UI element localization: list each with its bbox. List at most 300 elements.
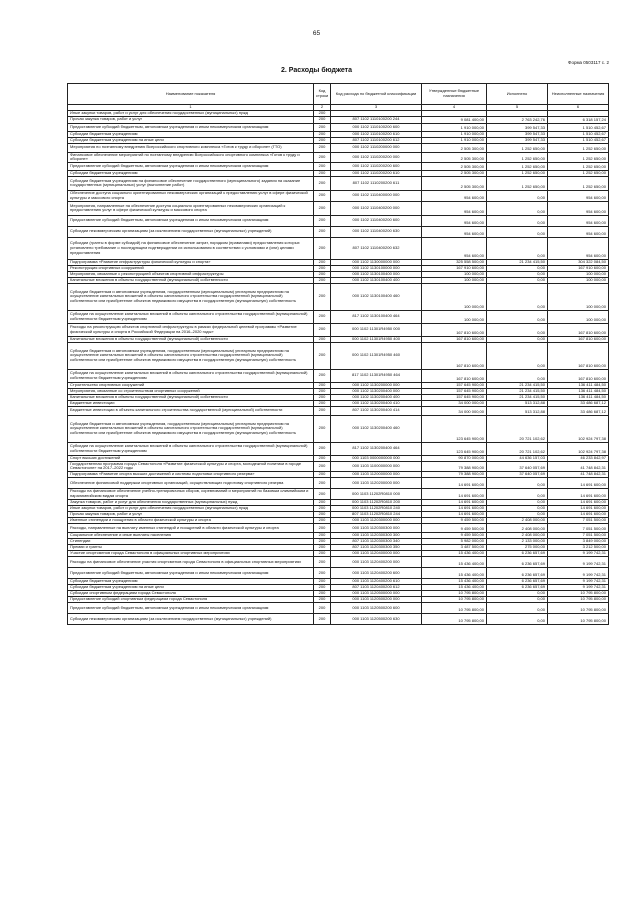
indicator-name-cell: Субсидии спортивным федерациям города Севастополя xyxy=(68,590,314,596)
header-row xyxy=(68,84,609,105)
approved-amount-cell: 100 000,00 xyxy=(422,271,487,277)
line-code-cell: 200 xyxy=(314,162,331,170)
executed-amount-cell: 0,00 xyxy=(487,277,548,283)
line-code-cell: 200 xyxy=(314,532,331,538)
classification-code-cell: 000 1103 1120400000 000 xyxy=(331,550,422,556)
line-code-cell: 200 xyxy=(314,111,331,117)
indicator-name-cell: Подпрограмма «Развитие спорта высших достижений и системы подготовки спортивного резерва» xyxy=(68,471,314,477)
indicator-name-cell: Расходы на реконструкцию объектов спортивной инфраструктуры в рамках федеральной целевой программы «Развитие физической культуры и спорта в Российской Федерации на 2016–2020 годы» xyxy=(68,323,314,336)
line-code-cell: 200 xyxy=(314,517,331,523)
approved-amount-cell: 90 870 000,00 xyxy=(422,455,487,461)
line-code-cell: 200 xyxy=(314,336,331,342)
executed-amount-cell: 0,00 xyxy=(487,596,548,602)
table-row xyxy=(68,415,609,442)
indicator-name-cell: Обеспечение доступа социально ориентированных некоммерческих организаций к предоставлению услуг в сфере физической культуры и массового спорта xyxy=(68,190,314,201)
classification-code-cell: 807 1103 11202R0810 244 xyxy=(331,511,422,517)
unexecuted-amount-cell: 954 600,00 xyxy=(548,226,609,237)
unexecuted-amount-cell: 167 810 600,00 xyxy=(548,336,609,342)
header-unexecuted: Неисполненные назначения xyxy=(548,84,609,105)
unexecuted-amount-cell: 167 910 600,00 xyxy=(548,265,609,271)
classification-code-cell: 000 1102 1110200200 000 xyxy=(331,152,422,162)
indicator-name-cell: Бюджетные инвестиции xyxy=(68,400,314,406)
indicator-name-cell: Субсидии бюджетным учреждениям xyxy=(68,131,314,137)
line-code-cell: 200 xyxy=(314,584,331,590)
approved-amount-cell: 2 505 300,00 xyxy=(422,152,487,162)
executed-amount-cell: 21 234 415,50 xyxy=(487,382,548,388)
indicator-name-cell: Закупка товаров, работ и услуг для обеспечения государственных (муниципальных) нужд xyxy=(68,499,314,505)
line-code-cell: 200 xyxy=(314,215,331,226)
approved-amount-cell: 15 436 400,00 xyxy=(422,556,487,567)
executed-amount-cell: 6 236 657,69 xyxy=(487,567,548,578)
unexecuted-amount-cell: 954 600,00 xyxy=(548,201,609,215)
table-row xyxy=(68,613,609,624)
executed-amount-cell: 0,00 xyxy=(487,226,548,237)
classification-code-cell: 000 1102 1130200400 000 xyxy=(331,388,422,394)
approved-amount-cell: 2 505 300,00 xyxy=(422,176,487,190)
indicator-name-cell: Субсидии на осуществление капитальных вложений в объекты капитального строительства государственной (муниципальной) собственности бюджетным учреждениям xyxy=(68,310,314,323)
indicator-name-cell: Капитальные вложения в объекты государственной (муниципальной) собственности xyxy=(68,277,314,283)
line-code-cell: 200 xyxy=(314,499,331,505)
unexecuted-amount-cell: 102 924 797,38 xyxy=(548,442,609,455)
line-code-cell: 200 xyxy=(314,406,331,415)
approved-amount-cell: 100 000,00 xyxy=(422,283,487,310)
approved-amount-cell: 14 691 600,00 xyxy=(422,488,487,499)
classification-code-cell: 000 1102 1130100400 400 xyxy=(331,277,422,283)
indicator-name-cell: Предоставление субсидий спортивным федерациям города Севастополя xyxy=(68,596,314,602)
table-row xyxy=(68,310,609,323)
indicator-name-cell: Субсидии бюджетным учреждениям xyxy=(68,578,314,584)
executed-amount-cell: 6 236 657,69 xyxy=(487,584,548,590)
indicator-name-cell: Участие спортсменов города Севастополя в официальных спортивных мероприятиях xyxy=(68,550,314,556)
table-row xyxy=(68,323,609,336)
line-code-cell: 200 xyxy=(314,471,331,477)
unexecuted-amount-cell: 136 411 484,50 xyxy=(548,388,609,394)
approved-amount-cell: 954 600,00 xyxy=(422,190,487,201)
executed-amount-cell: 20 721 102,62 xyxy=(487,415,548,442)
executed-amount-cell: 399 547,33 xyxy=(487,123,548,131)
line-code-cell: 200 xyxy=(314,116,331,123)
indicator-name-cell: Именные стипендии и поощрения в области физической культуры и спорта xyxy=(68,517,314,523)
line-code-cell: 200 xyxy=(314,176,331,190)
line-code-cell: 200 xyxy=(314,170,331,176)
indicator-name-cell: Субсидии бюджетным и автономным учреждениям, государственным (муниципальным) унитарным предприятиям на осуществление капитальных вложений в объекты капитального строительства государственной (муниципальной) собственности или приобретение объектов недвижимого имущества в государственную (муниципальную) собственность xyxy=(68,283,314,310)
table-row xyxy=(68,442,609,455)
indicator-name-cell: Субсидии бюджетным и автономным учреждениям, государственным (муниципальным) унитарным предприятиям на осуществление капитальных вложений в объекты капитального строительства государственной (муниципальной) собственности или приобретение объектов недвижимого имущества в государственную (муниципальную) собственность xyxy=(68,342,314,369)
executed-amount-cell: 0,00 xyxy=(487,237,548,259)
header-executed: Исполнено xyxy=(487,84,548,105)
page-number: 65 xyxy=(312,30,321,37)
unexecuted-amount-cell: 100 000,00 xyxy=(548,277,609,283)
unexecuted-amount-cell: 46 233 842,97 xyxy=(548,455,609,461)
unexecuted-amount-cell: 1 252 650,00 xyxy=(548,170,609,176)
unexecuted-amount-cell: 954 600,00 xyxy=(548,190,609,201)
indicator-name-cell: Субсидии бюджетным учреждениям на финансовое обеспечение государственного (муниципального) задания на оказание государственных (муниципальных) услуг (выполнение работ) xyxy=(68,176,314,190)
table-row xyxy=(68,201,609,215)
executed-amount-cell: 0,00 xyxy=(487,336,548,342)
unexecuted-amount-cell: 136 411 484,50 xyxy=(548,382,609,388)
approved-amount-cell: 2 505 300,00 xyxy=(422,162,487,170)
indicator-name-cell: Мероприятия, связанные со строительством спортивных сооружений xyxy=(68,388,314,394)
table-row xyxy=(68,190,609,201)
executed-amount-cell: 21 234 415,50 xyxy=(487,388,548,394)
unexecuted-amount-cell: 136 411 484,50 xyxy=(548,394,609,400)
indicator-name-cell: Расходы на финансовое обеспечение учебно-тренировочных сборов, соревнований и мероприятий по базовым олимпийским и паралимпийским видам спорта xyxy=(68,488,314,499)
executed-amount-cell: 0,00 xyxy=(487,613,548,624)
line-code-cell: 200 xyxy=(314,277,331,283)
classification-code-cell: 817 1102 11301R4950 464 xyxy=(331,369,422,382)
table-row xyxy=(68,461,609,471)
executed-amount-cell: 1 252 650,00 xyxy=(487,162,548,170)
classification-code-cell: 000 1103 11202R0810 200 xyxy=(331,499,422,505)
classification-code-cell: 000 1103 1120400200 000 xyxy=(331,556,422,567)
indicator-name-cell: Строительство спортивных сооружений xyxy=(68,382,314,388)
approved-amount-cell: 79 388 900,00 xyxy=(422,471,487,477)
classification-code-cell: 000 1103 0000000000 000 xyxy=(331,455,422,461)
unexecuted-amount-cell: 6 318 157,24 xyxy=(548,116,609,123)
approved-amount-cell: 123 645 900,00 xyxy=(422,415,487,442)
indicator-name-cell: Субсидии (гранты в форме субсидий) на финансовое обеспечение затрат, порядком (правилами) предоставления которых установлено требование о последующем подтверждении их использования в соответствии с условиями и (или) целями предоставления xyxy=(68,237,314,259)
classification-code-cell: 000 1102 11301R4950 000 xyxy=(331,323,422,336)
classification-code-cell: 000 1102 1110400200 000 xyxy=(331,201,422,215)
table-row xyxy=(68,567,609,578)
executed-amount-cell: 2 408 000,00 xyxy=(487,532,548,538)
unexecuted-amount-cell: 1 252 650,00 xyxy=(548,162,609,170)
classification-code-cell: 000 1103 1120300300 000 xyxy=(331,523,422,532)
approved-amount-cell: 1 910 000,00 xyxy=(422,131,487,137)
indicator-name-cell: Реконструкция спортивных сооружений xyxy=(68,265,314,271)
line-code-cell: 200 xyxy=(314,283,331,310)
header-approved: Утвержденные бюджетные назначения xyxy=(422,84,487,105)
executed-amount-cell: 0,00 xyxy=(487,215,548,226)
approved-amount-cell: 100 000,00 xyxy=(422,310,487,323)
executed-amount-cell: 0,00 xyxy=(487,201,548,215)
unexecuted-amount-cell: 7 051 500,00 xyxy=(548,517,609,523)
unexecuted-amount-cell: 9 199 742,31 xyxy=(548,567,609,578)
indicator-name-cell: Предоставление субсидий бюджетным, автономным учреждениям и иным некоммерческим организациям xyxy=(68,162,314,170)
classification-code-cell: 000 1103 1120500200 000 xyxy=(331,596,422,602)
classification-code-cell: 000 1102 1110200200 600 xyxy=(331,162,422,170)
classification-code-cell: 000 1103 1100000000 000 xyxy=(331,461,422,471)
budget-expenses-table xyxy=(67,83,609,625)
line-code-cell: 200 xyxy=(314,461,331,471)
unexecuted-amount-cell: 14 691 600,00 xyxy=(548,505,609,511)
indicator-name-cell: Предоставление субсидий бюджетным, автономным учреждениям и иным некоммерческим организациям xyxy=(68,602,314,613)
indicator-name-cell: Субсидии некоммерческим организациям (за исключением государственных (муниципальных) учреждений) xyxy=(68,613,314,624)
line-code-cell: 200 xyxy=(314,137,331,143)
indicator-name-cell: Государственная программа города Севастополя «Развитие физической культуры и спорта, молодежной политики в городе Севастополе» на 2017–2022 годы xyxy=(68,461,314,471)
classification-code-cell: 000 1103 11202R0810 240 xyxy=(331,505,422,511)
classification-code-cell: 807 1102 1110100200 612 xyxy=(331,137,422,143)
unexecuted-amount-cell: 100 000,00 xyxy=(548,271,609,277)
line-code-cell: 200 xyxy=(314,259,331,265)
executed-amount-cell: 0,00 xyxy=(487,265,548,271)
executed-amount-cell: 1 252 650,00 xyxy=(487,152,548,162)
classification-code-cell: 000 1102 1130100400 460 xyxy=(331,283,422,310)
unexecuted-amount-cell: 304 322 084,50 xyxy=(548,259,609,265)
line-code-cell: 200 xyxy=(314,143,331,152)
unexecuted-amount-cell: 14 691 600,00 xyxy=(548,511,609,517)
approved-amount-cell: 123 645 900,00 xyxy=(422,442,487,455)
line-code-cell: 200 xyxy=(314,477,331,488)
line-code-cell: 200 xyxy=(314,538,331,544)
executed-amount-cell: 21 234 415,50 xyxy=(487,394,548,400)
line-code-cell: 200 xyxy=(314,152,331,162)
line-code-cell: 200 xyxy=(314,271,331,277)
classification-code-cell: 000 1102 1110200200 610 xyxy=(331,170,422,176)
classification-code-cell: 000 1103 1120500200 600 xyxy=(331,602,422,613)
section-title: 2. Расходы бюджета xyxy=(281,67,352,74)
line-code-cell: 200 xyxy=(314,544,331,550)
classification-code-cell: 000 1102 1110400200 600 xyxy=(331,215,422,226)
line-code-cell: 200 xyxy=(314,323,331,336)
classification-code-cell: 000 1103 1120000000 000 xyxy=(331,471,422,477)
indicator-name-cell: Подпрограмма «Развитие инфраструктуры физической культуры и спорта» xyxy=(68,259,314,265)
unexecuted-amount-cell: 10 795 800,00 xyxy=(548,596,609,602)
classification-code-cell: 000 1102 1110400200 630 xyxy=(331,226,422,237)
executed-amount-cell: 1 252 650,00 xyxy=(487,170,548,176)
executed-amount-cell: 2 408 000,00 xyxy=(487,523,548,532)
indicator-name-cell: Бюджетные инвестиции в объекты капитального строительства государственной (муниципальной) собственности xyxy=(68,406,314,415)
executed-amount-cell: 6 236 657,69 xyxy=(487,550,548,556)
executed-amount-cell: 0,00 xyxy=(487,369,548,382)
indicator-name-cell: Субсидии некоммерческим организациям (за исключением государственных (муниципальных) учреждений) xyxy=(68,226,314,237)
table-row xyxy=(68,116,609,123)
classification-code-cell: 000 1103 1120500200 630 xyxy=(331,613,422,624)
executed-amount-cell: 399 547,33 xyxy=(487,131,548,137)
classification-code-cell: 807 1102 1110200200 611 xyxy=(331,176,422,190)
column-number: 5 xyxy=(487,105,548,111)
approved-amount-cell: 100 000,00 xyxy=(422,277,487,283)
table-row xyxy=(68,152,609,162)
indicator-name-cell: Финансовое обеспечение мероприятий по поэтапному внедрению Всероссийского спортивного комплекса «Готов к труду и обороне» xyxy=(68,152,314,162)
approved-amount-cell: 2 505 300,00 xyxy=(422,170,487,176)
indicator-name-cell: Социальное обеспечение и иные выплаты населению xyxy=(68,532,314,538)
indicator-name-cell: Предоставление субсидий бюджетным, автономным учреждениям и иным некоммерческим организациям xyxy=(68,567,314,578)
unexecuted-amount-cell: 33 486 687,12 xyxy=(548,406,609,415)
table-row xyxy=(68,406,609,415)
executed-amount-cell: 0,00 xyxy=(487,505,548,511)
executed-amount-cell: 1 252 650,00 xyxy=(487,143,548,152)
approved-amount-cell: 3 487 500,00 xyxy=(422,544,487,550)
classification-code-cell: 000 1103 1120300000 000 xyxy=(331,517,422,523)
table-row xyxy=(68,556,609,567)
executed-amount-cell: 0,00 xyxy=(487,488,548,499)
classification-code-cell: 807 1102 1130200400 414 xyxy=(331,406,422,415)
indicator-name-cell: Мероприятия, связанные с реконструкцией объектов спортивной инфраструктуры xyxy=(68,271,314,277)
indicator-name-cell: Капитальные вложения в объекты государственной (муниципальной) собственности xyxy=(68,394,314,400)
line-code-cell: 200 xyxy=(314,394,331,400)
indicator-name-cell: Прочая закупка товаров, работ и услуг xyxy=(68,511,314,517)
classification-code-cell: 000 1102 1130000000 000 xyxy=(331,259,422,265)
classification-code-cell: 000 1102 1110400000 000 xyxy=(331,190,422,201)
line-code-cell: 200 xyxy=(314,190,331,201)
executed-amount-cell: 0,00 xyxy=(487,602,548,613)
unexecuted-amount-cell: 7 051 500,00 xyxy=(548,532,609,538)
executed-amount-cell: 37 640 057,69 xyxy=(487,471,548,477)
indicator-name-cell: Субсидии бюджетным учреждениям на иные цели xyxy=(68,137,314,143)
executed-amount-cell: 0,00 xyxy=(487,590,548,596)
indicator-name-cell: Субсидии бюджетным учреждениям на иные цели xyxy=(68,584,314,590)
form-code: Форма 0503117 с. 2 xyxy=(568,60,609,65)
approved-amount-cell: 1 910 000,00 xyxy=(422,123,487,131)
approved-amount-cell: 157 645 900,00 xyxy=(422,382,487,388)
unexecuted-amount-cell: 1 510 452,67 xyxy=(548,131,609,137)
classification-code-cell: 000 1102 1130200000 000 xyxy=(331,382,422,388)
executed-amount-cell: 2 133 000,00 xyxy=(487,538,548,544)
table-row xyxy=(68,226,609,237)
line-code-cell: 200 xyxy=(314,567,331,578)
unexecuted-amount-cell: 9 199 742,31 xyxy=(548,584,609,590)
line-code-cell: 200 xyxy=(314,505,331,511)
indicator-name-cell: Предоставление субсидий бюджетным, автономным учреждениям и иным некоммерческим организациям xyxy=(68,123,314,131)
approved-amount-cell: 167 810 600,00 xyxy=(422,336,487,342)
executed-amount-cell: 275 000,00 xyxy=(487,544,548,550)
indicator-name-cell: Обеспечение финансовой поддержки спортивных организаций, осуществляющих подготовку спортивного резерва xyxy=(68,477,314,488)
table-row xyxy=(68,602,609,613)
indicator-name-cell: Субсидии бюджетным учреждениям xyxy=(68,170,314,176)
classification-code-cell: 000 1103 1120400200 610 xyxy=(331,578,422,584)
classification-code-cell: 807 1103 1120400200 612 xyxy=(331,584,422,590)
classification-code-cell: 000 1102 1130100400 000 xyxy=(331,271,422,277)
line-code-cell: 200 xyxy=(314,123,331,131)
indicator-name-cell: Иные закупки товаров, работ и услуг для обеспечения государственных (муниципальных) нужд xyxy=(68,505,314,511)
unexecuted-amount-cell: 100 000,00 xyxy=(548,283,609,310)
unexecuted-amount-cell: 167 810 600,00 xyxy=(548,369,609,382)
unexecuted-amount-cell: 14 691 600,00 xyxy=(548,477,609,488)
unexecuted-amount-cell: 100 000,00 xyxy=(548,310,609,323)
indicator-name-cell: Предоставление субсидий бюджетным, автономным учреждениям и иным некоммерческим организациям xyxy=(68,215,314,226)
line-code-cell: 200 xyxy=(314,226,331,237)
indicator-name-cell: Капитальные вложения в объекты государственной (муниципальной) собственности xyxy=(68,336,314,342)
approved-amount-cell: 167 810 600,00 xyxy=(422,323,487,336)
executed-amount-cell: 44 636 157,03 xyxy=(487,455,548,461)
approved-amount-cell: 15 436 400,00 xyxy=(422,584,487,590)
executed-amount-cell: 2 408 000,00 xyxy=(487,517,548,523)
unexecuted-amount-cell: 1 510 452,67 xyxy=(548,137,609,143)
approved-amount-cell: 167 810 600,00 xyxy=(422,369,487,382)
classification-code-cell: 000 1102 1130100000 000 xyxy=(331,265,422,271)
approved-amount-cell: 10 795 800,00 xyxy=(422,596,487,602)
line-code-cell: 200 xyxy=(314,201,331,215)
line-code-cell: 200 xyxy=(314,265,331,271)
unexecuted-amount-cell: 14 691 600,00 xyxy=(548,488,609,499)
executed-amount-cell: 399 547,33 xyxy=(487,137,548,143)
line-code-cell: 200 xyxy=(314,388,331,394)
table-row xyxy=(68,477,609,488)
unexecuted-amount-cell: 10 795 800,00 xyxy=(548,590,609,596)
line-code-cell: 200 xyxy=(314,602,331,613)
classification-code-cell: 000 1102 11301R4950 400 xyxy=(331,336,422,342)
indicator-name-cell: Расходы на финансовое обеспечение участия спортсменов города Севастополя в официальных спортивных мероприятиях xyxy=(68,556,314,567)
approved-amount-cell: 10 795 800,00 xyxy=(422,590,487,596)
indicator-name-cell: Субсидии бюджетным и автономным учреждениям, государственным (муниципальным) унитарным предприятиям на осуществление капитальных вложений в объекты капитального строительства государственной (муниципальной) собственности или приобретение объектов недвижимого имущества в государственную (муниципальную) собственность xyxy=(68,415,314,442)
approved-amount-cell: 15 436 400,00 xyxy=(422,567,487,578)
approved-amount-cell: 34 000 000,00 xyxy=(422,406,487,415)
indicator-name-cell: Иные закупки товаров, работ и услуг для обеспечения государственных (муниципальных) нужд xyxy=(68,111,314,117)
line-code-cell: 200 xyxy=(314,590,331,596)
table-row xyxy=(68,369,609,382)
classification-code-cell: 807 1103 1120300300 350 xyxy=(331,544,422,550)
approved-amount-cell: 157 645 900,00 xyxy=(422,394,487,400)
approved-amount-cell: 167 810 600,00 xyxy=(422,342,487,369)
approved-amount-cell: 2 505 300,00 xyxy=(422,143,487,152)
executed-amount-cell: 0,00 xyxy=(487,310,548,323)
unexecuted-amount-cell: 33 486 687,12 xyxy=(548,400,609,406)
classification-code-cell: 817 1102 1130100400 464 xyxy=(331,310,422,323)
executed-amount-cell: 0,00 xyxy=(487,499,548,505)
indicator-name-cell: Расходы, направленные на выплату именных стипендий и поощрений в области физической культуры и спорта xyxy=(68,523,314,532)
line-code-cell: 200 xyxy=(314,523,331,532)
unexecuted-amount-cell: 1 510 452,67 xyxy=(548,123,609,131)
column-number: 6 xyxy=(548,105,609,111)
approved-amount-cell: 79 388 900,00 xyxy=(422,461,487,471)
approved-amount-cell: 157 645 900,00 xyxy=(422,388,487,394)
classification-code-cell: 000 1103 1120200000 000 xyxy=(331,477,422,488)
unexecuted-amount-cell: 9 199 742,31 xyxy=(548,556,609,567)
indicator-name-cell: Стипендии xyxy=(68,538,314,544)
executed-amount-cell: 513 312,88 xyxy=(487,400,548,406)
header-classification-code: Код расхода по бюджетной классификации xyxy=(331,84,422,105)
executed-amount-cell: 0,00 xyxy=(487,283,548,310)
classification-code-cell: 807 1102 1110400200 632 xyxy=(331,237,422,259)
approved-amount-cell: 9 459 500,00 xyxy=(422,532,487,538)
line-code-cell: 200 xyxy=(314,613,331,624)
executed-amount-cell: 20 721 102,62 xyxy=(487,442,548,455)
line-code-cell: 200 xyxy=(314,342,331,369)
unexecuted-amount-cell: 10 795 800,00 xyxy=(548,602,609,613)
indicator-name-cell: Мероприятия, направленные на обеспечение доступа социально ориентированных некоммерческих организаций к предоставлению услуг в сфере физической культуры и массового спорта xyxy=(68,201,314,215)
unexecuted-amount-cell: 1 252 650,00 xyxy=(548,176,609,190)
line-code-cell: 200 xyxy=(314,442,331,455)
table-row xyxy=(68,215,609,226)
unexecuted-amount-cell: 10 795 800,00 xyxy=(548,613,609,624)
unexecuted-amount-cell: 102 924 797,38 xyxy=(548,415,609,442)
classification-code-cell: 807 1103 1120300300 340 xyxy=(331,538,422,544)
line-code-cell: 200 xyxy=(314,578,331,584)
table-row xyxy=(68,143,609,152)
indicator-name-cell: Мероприятия по поэтапному внедрению Всероссийского спортивного комплекса «Готов к труду и обороне» (ГТО) xyxy=(68,143,314,152)
executed-amount-cell: 0,00 xyxy=(487,323,548,336)
header-indicator-name: Наименование показателя xyxy=(68,84,314,105)
approved-amount-cell: 15 436 400,00 xyxy=(422,550,487,556)
classification-code-cell: 000 1103 1120400200 600 xyxy=(331,567,422,578)
executed-amount-cell: 21 234 415,50 xyxy=(487,259,548,265)
column-number: 4 xyxy=(422,105,487,111)
approved-amount-cell: 325 558 500,00 xyxy=(422,259,487,265)
line-code-cell: 200 xyxy=(314,400,331,406)
unexecuted-amount-cell: 41 748 842,31 xyxy=(548,461,609,471)
classification-code-cell: 000 1102 1130200400 400 xyxy=(331,394,422,400)
line-code-cell: 200 xyxy=(314,511,331,517)
executed-amount-cell: 0,00 xyxy=(487,190,548,201)
classification-code-cell: 000 1102 1110200000 000 xyxy=(331,143,422,152)
approved-amount-cell: 14 691 600,00 xyxy=(422,477,487,488)
unexecuted-amount-cell: 7 051 500,00 xyxy=(548,523,609,532)
executed-amount-cell: 1 252 650,00 xyxy=(487,176,548,190)
approved-amount-cell: 5 982 000,00 xyxy=(422,538,487,544)
classification-code-cell: 807 1102 1110100200 244 xyxy=(331,116,422,123)
executed-amount-cell: 513 312,88 xyxy=(487,406,548,415)
executed-amount-cell: 37 640 057,69 xyxy=(487,461,548,471)
unexecuted-amount-cell: 1 252 650,00 xyxy=(548,143,609,152)
indicator-name-cell: Прочая закупка товаров, работ и услуг xyxy=(68,116,314,123)
executed-amount-cell: 6 236 657,69 xyxy=(487,556,548,567)
classification-code-cell: 000 1102 1110100200 600 xyxy=(331,123,422,131)
approved-amount-cell: 34 000 000,00 xyxy=(422,400,487,406)
header-line-code: Код строки xyxy=(314,84,331,105)
unexecuted-amount-cell: 167 810 600,00 xyxy=(548,323,609,336)
classification-code-cell: 000 1102 1130200400 410 xyxy=(331,400,422,406)
